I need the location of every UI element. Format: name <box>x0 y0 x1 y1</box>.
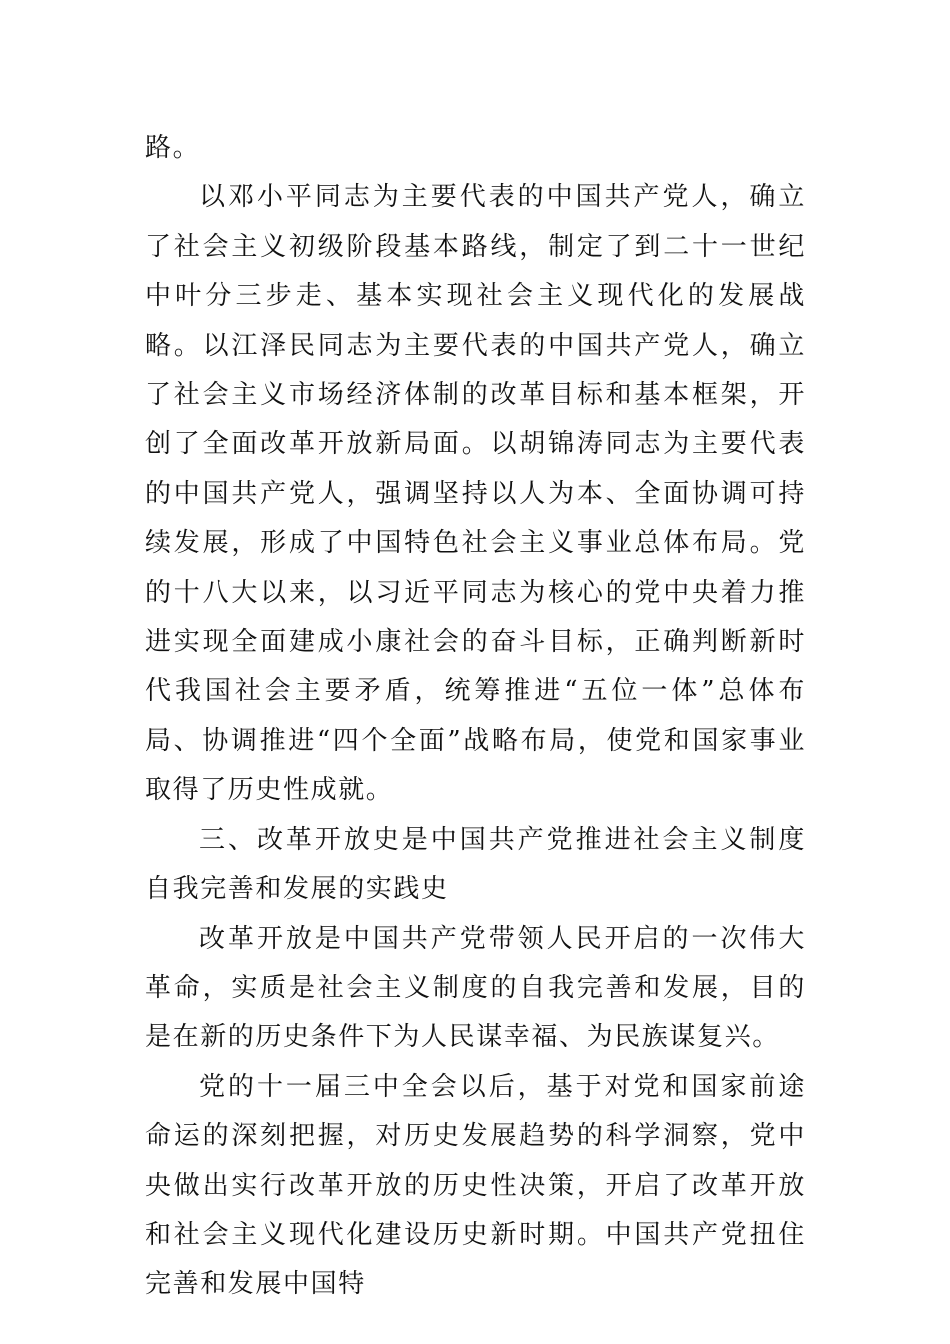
paragraph-history-leaders: 以邓小平同志为主要代表的中国共产党人，确立了社会主义初级阶段基本路线，制定了到二十一世纪中叶分三步走、基本实现社会主义现代化的发展战略。以江泽民同志为主要代表的中国共产党人，确立了社会主义市场经济体制的改革目标和基本框架，开创了全面改革开放新局面。以胡锦涛同志为主要代表的中国共产党人，强调坚持以人为本、全面协调可持续发展，形成了中国特色社会主义事业总体布局。党的十八大以来，以习近平同志为核心的党中央着力推进实现全面建成小康社会的奋斗目标，正确判断新时代我国社会主要矛盾，统筹推进“五位一体”总体布局、协调推进“四个全面”战略布局，使党和国家事业取得了历史性成就。 <box>145 182 806 806</box>
paragraph-continuation: 路。 <box>145 133 201 163</box>
document-page <box>145 124 806 1310</box>
paragraph-third-plenum: 党的十一届三中全会以后，基于对党和国家前途命运的深刻把握，对历史发展趋势的科学洞察，党中央做出实行改革开放的历史性决策，开启了改革开放和社会主义现代化建设历史新时期。中国共产党扭住完善和发展中国特 <box>145 1071 806 1300</box>
section-heading-three: 三、改革开放史是中国共产党推进社会主义制度自我完善和发展的实践史 <box>145 824 806 905</box>
paragraph-reform-essence: 改革开放是中国共产党带领人民开启的一次伟大革命，实质是社会主义制度的自我完善和发展，目的是在新的历史条件下为人民谋幸福、为民族谋复兴。 <box>145 923 806 1053</box>
